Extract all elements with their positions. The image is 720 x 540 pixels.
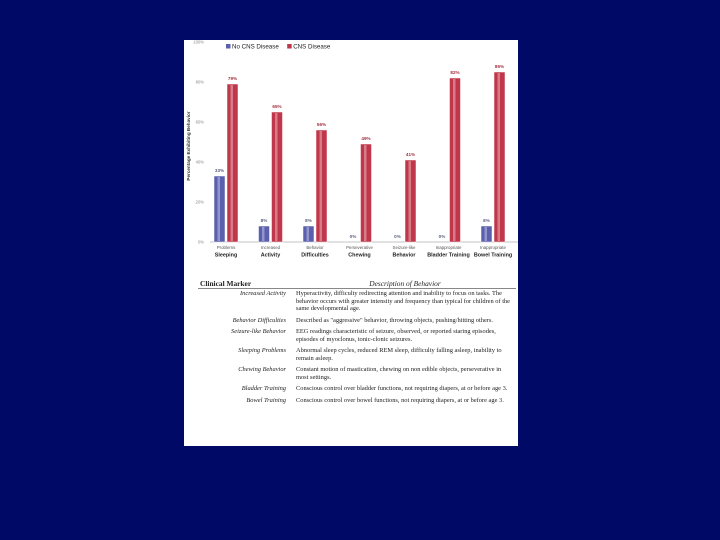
y-axis-ticks: [193, 40, 204, 245]
y-tick-label: 40%: [195, 159, 204, 165]
bar-highlight: [307, 227, 310, 241]
bar-chart: [184, 40, 518, 272]
data-label: 8%: [483, 218, 490, 223]
category-label: Behavior: [392, 252, 416, 259]
bar-highlight: [485, 227, 488, 241]
y-tick-label: 100%: [193, 40, 204, 45]
bar-highlight: [275, 113, 278, 241]
bars-group: [214, 64, 505, 242]
marker-cell: Bowel Training: [246, 396, 286, 404]
description-cell: Described as "aggressive" behavior, throwing objects, pushing/hitting others.: [296, 316, 493, 324]
marker-cell: Chewing Behavior: [238, 366, 286, 374]
bar-highlight: [262, 227, 265, 241]
category-label: Increased: [260, 245, 281, 250]
category-label: Inappropriate: [480, 245, 506, 250]
category-label: Perseverative: [346, 245, 373, 250]
description-cell: Abnormal sleep cycles, reduced REM sleep, difficulty falling asleep, inability to remain asleep.: [296, 347, 502, 362]
marker-cell: Sleeping Problems: [238, 347, 286, 355]
bar-highlight: [320, 131, 323, 241]
category-label: Bladder Training: [427, 252, 470, 259]
description-cell: Hyperactivity, difficulty redirecting attention and inability to focus on tasks. The behavior occurs with greater intensity and frequency than typical for children of the same developmental age.: [294, 289, 516, 316]
category-label: Difficulties: [301, 252, 329, 259]
data-label: 0%: [349, 234, 357, 239]
legend-label: No CNS Disease: [232, 43, 279, 51]
bar-highlight: [409, 161, 412, 241]
data-label: 56%: [316, 122, 327, 127]
category-label: Chewing: [348, 252, 371, 259]
category-label: Seizure-like: [392, 245, 416, 250]
clinical-marker-table: [198, 278, 516, 407]
category-label: Behavior: [306, 245, 324, 250]
y-tick-label: 0%: [197, 239, 204, 245]
category-label: Inappropriate: [435, 245, 462, 250]
legend-label: CNS Disease: [293, 43, 331, 51]
table-row: [198, 396, 516, 407]
category-label: Problems: [216, 245, 236, 250]
bar-highlight: [453, 79, 456, 241]
category-label: Activity: [260, 252, 281, 259]
y-tick-label: 20%: [195, 199, 204, 205]
category-label: Bowel Training: [473, 252, 513, 259]
description-cell: Conscious control over bladder functions, not requiring diapers, at or before age 3.: [296, 385, 508, 393]
data-label: 8%: [305, 218, 312, 223]
marker-column-header: Clinical Marker: [198, 278, 294, 289]
marker-cell: Increased Activity: [198, 289, 294, 316]
table-row: [198, 289, 516, 316]
marker-cell: Bladder Training: [241, 385, 286, 393]
table-row: [198, 327, 516, 346]
data-label: 85%: [494, 64, 505, 69]
y-axis-label: Percentage Exhibiting Behavior: [186, 111, 191, 181]
legend-swatch: [226, 44, 231, 49]
y-tick-label: 80%: [195, 79, 204, 85]
data-label: 41%: [405, 152, 416, 157]
marker-cell: Seizure-like Behavior: [231, 328, 286, 336]
category-labels: [215, 245, 512, 259]
bar-highlight: [498, 73, 501, 241]
data-label: 79%: [227, 76, 238, 81]
data-label: 8%: [260, 218, 268, 223]
description-cell: EEG readings characteristic of seizure, observed, or reported staring episodes, episodes of myoclonus, tonic-clonic seizures.: [296, 328, 496, 343]
data-label: 0%: [438, 234, 446, 239]
table-row: [198, 316, 516, 327]
legend-swatch: [287, 44, 292, 49]
bar-highlight: [364, 145, 367, 241]
data-label: 33%: [214, 168, 225, 173]
data-label: 82%: [450, 70, 460, 75]
description-cell: Conscious control over bowel functions, not requiring diapers, at or before age 3.: [296, 396, 504, 404]
category-label: Sleeping: [214, 252, 238, 259]
data-label: 0%: [394, 234, 401, 239]
data-label: 65%: [272, 104, 282, 109]
description-cell: Constant motion of mastication, chewing on non edible objects, perseverative in most settings.: [296, 366, 502, 381]
y-tick-label: 60%: [195, 119, 204, 125]
table-row: [198, 365, 516, 384]
bar-highlight: [231, 85, 234, 241]
table-row: [198, 384, 516, 395]
bar-highlight: [218, 177, 221, 241]
chart-legend: [226, 43, 331, 50]
marker-cell: Behavior Difficulties: [232, 316, 286, 324]
description-column-header: Description of Behavior: [294, 278, 516, 289]
figure-panel: [184, 40, 518, 446]
data-label: 49%: [361, 136, 371, 141]
table-row: [198, 346, 516, 365]
